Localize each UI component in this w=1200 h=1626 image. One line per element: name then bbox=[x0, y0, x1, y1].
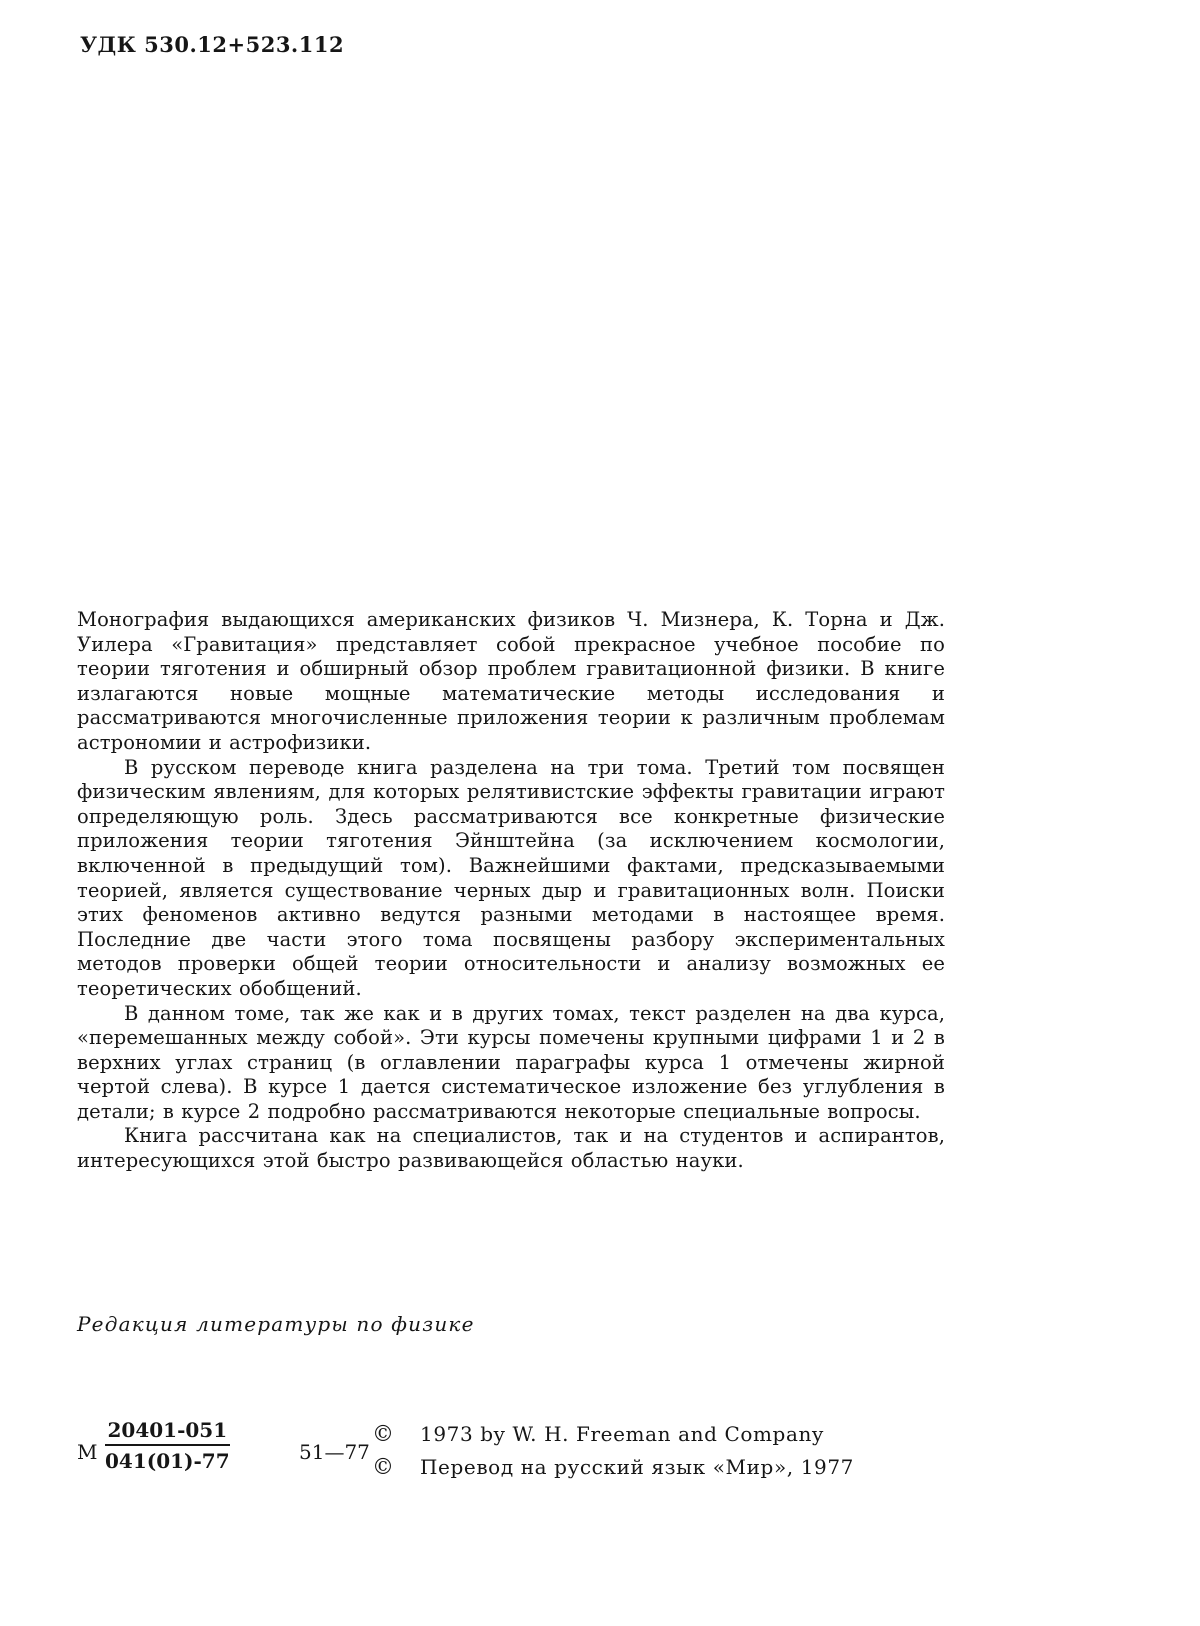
annotation-paragraph: Монография выдающихся американских физиков Ч. Мизнера, К. Торна и Дж. Уилера «Гравитация» представляет собой прекрасное учебное пособие по теории тяготения и обширный обзор проблем гравитационной физики. В книге излагаются новые мощные математические методы исследования и рассматриваются многочисленные приложения теории к различным проблемам астрономии и астрофизики. bbox=[77, 608, 945, 754]
copyright-translation-text: Перевод на русский язык «Мир», 1977 bbox=[420, 1455, 854, 1479]
annotation-paragraph: В русском переводе книга разделена на три тома. Третий том посвящен физическим явлениям, для которых релятивистские эффекты гравитации играют определяющую роль. Здесь рассматриваются все конкретные физические приложения теории тяготения Эйнштейна (за исключением космологии, включенной в предыдущий том). Важнейшими фактами, предсказываемыми теорией, является существование черных дыр и гравитационных волн. Поиски этих феноменов активно ведутся разными методами в настоящее время. Последние две части этого тома посвящены разбору экспериментальных методов проверки общей теории относительности и анализу возможных ее теоретических обобщений. bbox=[77, 755, 945, 1000]
index-fraction bbox=[105, 1418, 230, 1473]
annotation-text bbox=[77, 608, 945, 1174]
annotation-paragraph: Книга рассчитана как на специалистов, так и на студентов и аспирантов, интересующихся этой быстро развивающейся областью науки. bbox=[77, 1124, 945, 1173]
annotation-paragraph: В данном томе, так же как и в других томах, текст разделен на два курса, «перемешанных между собой». Эти курсы помечены крупными цифрами 1 и 2 в верхних углах страниц (в оглавлении параграфы курса 1 отмечены жирной чертой слева). В курсе 1 дается систематическое изложение без углубления в детали; в курсе 2 подробно рассматриваются некоторые специальные вопросы. bbox=[77, 1001, 945, 1123]
udk-code: УДК 530.12+523.112 bbox=[80, 32, 345, 57]
copyright-icon: © bbox=[372, 1422, 395, 1447]
publication-index bbox=[77, 1418, 377, 1488]
copyright-icon: © bbox=[372, 1455, 395, 1480]
editorial-department: Редакция литературы по физике bbox=[77, 1312, 475, 1336]
copyright-translation bbox=[372, 1451, 854, 1484]
index-letter: М bbox=[77, 1440, 98, 1464]
index-suffix: 51—77 bbox=[299, 1440, 370, 1464]
copyright-original bbox=[372, 1418, 854, 1451]
copyright-block bbox=[372, 1418, 854, 1484]
index-denominator: 041(01)-77 bbox=[105, 1449, 230, 1473]
index-numerator: 20401-051 bbox=[105, 1418, 230, 1446]
copyright-original-text: 1973 by W. H. Freeman and Company bbox=[420, 1422, 824, 1446]
